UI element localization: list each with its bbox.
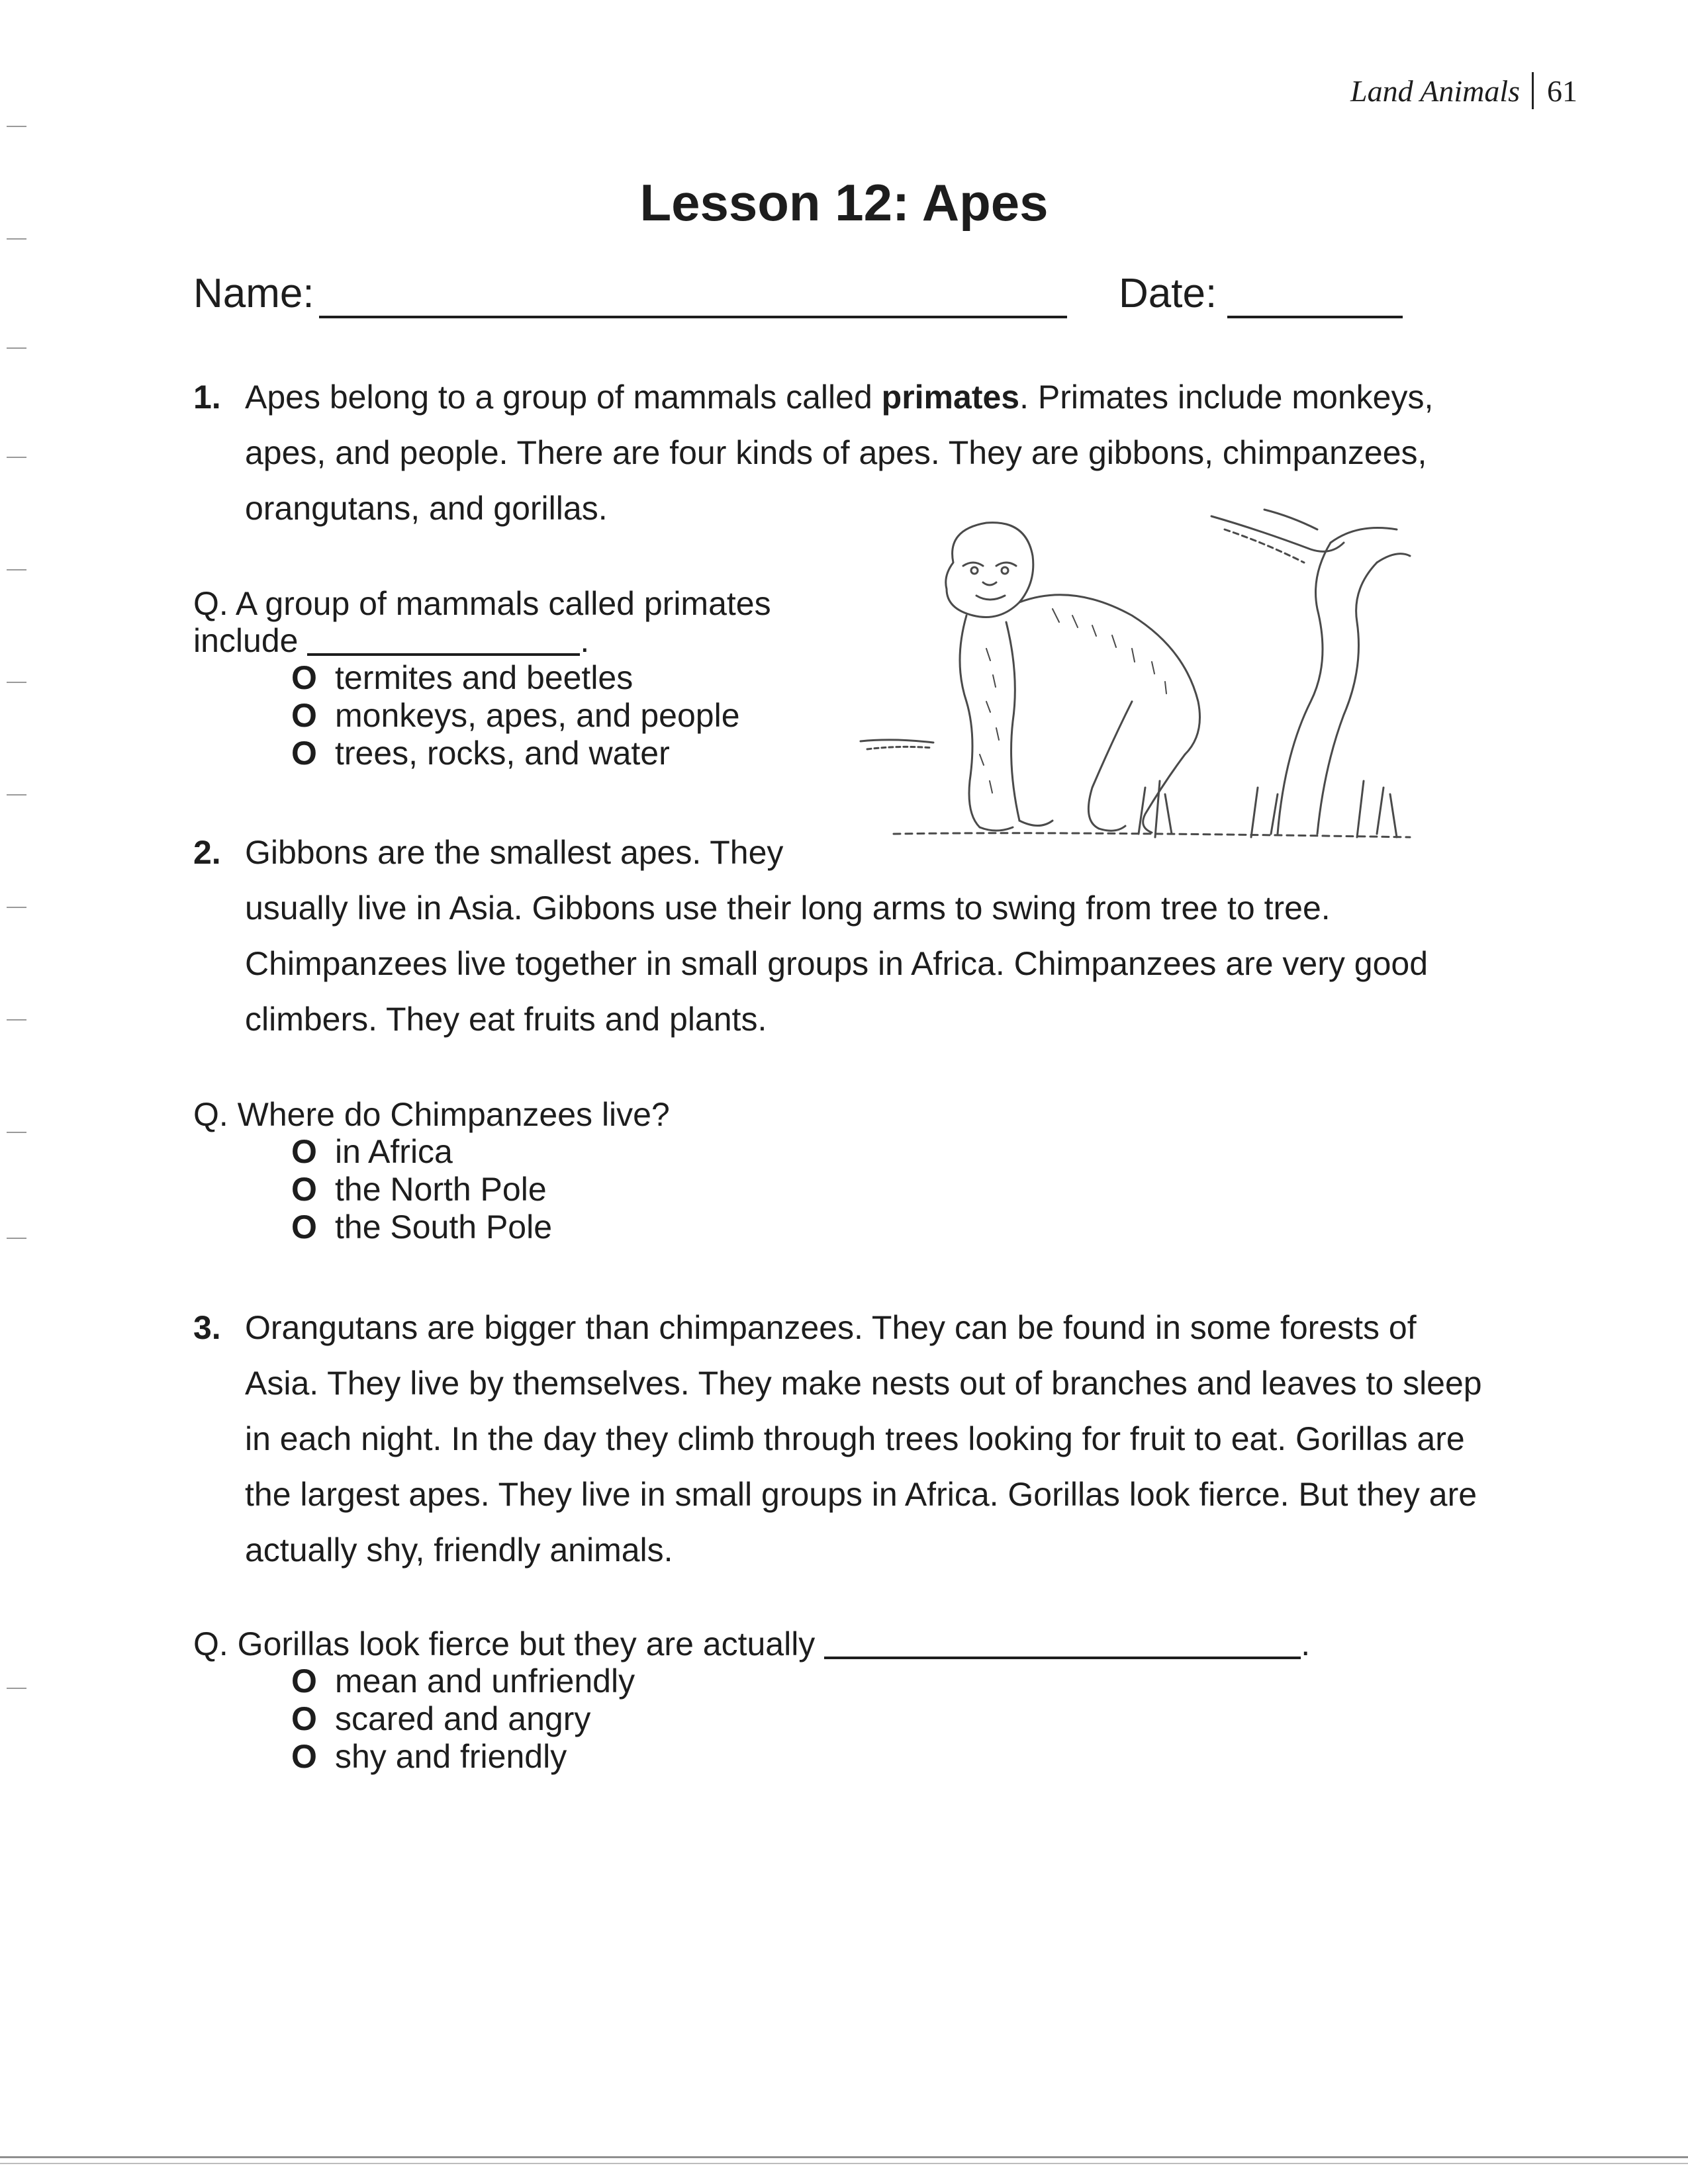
answer-bubble[interactable]: O xyxy=(291,735,317,772)
option-label: trees, rocks, and water xyxy=(335,735,670,772)
answer-blank[interactable] xyxy=(307,624,580,656)
date-label: Date: xyxy=(1119,271,1217,316)
answer-bubble[interactable]: O xyxy=(291,659,317,696)
page-bottom-rule xyxy=(0,2156,1688,2158)
answer-option[interactable] xyxy=(291,659,740,697)
lesson-title: Lesson 12: Apes xyxy=(639,173,1049,232)
passage-line: orangutans, and gorillas. xyxy=(245,490,608,527)
answer-bubble[interactable]: O xyxy=(291,697,317,734)
answer-option[interactable] xyxy=(291,1133,552,1171)
question-2 xyxy=(193,1096,670,1133)
passage-line: apes, and people. There are four kinds of apes. They are gibbons, chimpanzees, xyxy=(245,434,1427,471)
question-text: Q. A group of mammals called primates xyxy=(193,585,771,622)
running-head xyxy=(1350,71,1577,111)
section-name: Land Animals xyxy=(1350,74,1521,108)
passage-line: Apes belong to a group of mammals called primates. Primates include monkeys, xyxy=(245,379,1434,416)
answer-bubble[interactable]: O xyxy=(291,1133,317,1170)
question-text: Q. Gorillas look fierce but they are actually xyxy=(193,1625,816,1662)
answer-bubble[interactable]: O xyxy=(291,1662,317,1700)
option-label: the North Pole xyxy=(335,1171,547,1208)
passage-line: climbers. They eat fruits and plants. xyxy=(245,1001,767,1038)
question-1-options xyxy=(291,659,740,772)
answer-bubble[interactable]: O xyxy=(291,1208,317,1246)
passage-3 xyxy=(193,1300,1550,1578)
passage-line: Orangutans are bigger than chimpanzees. They can be found in some forests of xyxy=(245,1309,1417,1346)
date-field[interactable] xyxy=(1227,316,1403,318)
option-label: monkeys, apes, and people xyxy=(335,697,740,734)
passage-line: Chimpanzees live together in small groups in Africa. Chimpanzees are very good xyxy=(245,945,1429,982)
answer-option[interactable] xyxy=(291,1171,552,1208)
passage-line: the largest apes. They live in small groups in Africa. Gorillas look fierce. But they are xyxy=(245,1476,1477,1513)
page-number: 61 xyxy=(1547,74,1578,108)
option-label: scared and angry xyxy=(335,1700,591,1737)
ape-in-tree-sketch-icon xyxy=(854,503,1417,860)
passage-number: 2. xyxy=(193,834,221,871)
answer-option[interactable] xyxy=(291,1738,635,1776)
scan-edge-marks xyxy=(0,0,33,2184)
question-2-options xyxy=(291,1133,552,1246)
name-label: Name: xyxy=(193,271,314,316)
question-3-options xyxy=(291,1662,635,1776)
question-text: include xyxy=(193,622,299,659)
passage-line: actually shy, friendly animals. xyxy=(245,1531,673,1569)
answer-option[interactable] xyxy=(291,697,740,735)
passage-line: Gibbons are the smallest apes. They xyxy=(245,834,784,871)
option-label: termites and beetles xyxy=(335,659,633,696)
passage-number: 3. xyxy=(193,1309,221,1346)
answer-option[interactable] xyxy=(291,1700,635,1738)
answer-bubble[interactable]: O xyxy=(291,1171,317,1208)
option-label: mean and unfriendly xyxy=(335,1662,635,1700)
answer-bubble[interactable]: O xyxy=(291,1738,317,1775)
option-label: shy and friendly xyxy=(335,1738,567,1775)
option-label: the South Pole xyxy=(335,1208,553,1246)
answer-option[interactable] xyxy=(291,1662,635,1700)
passage-2 xyxy=(193,825,1550,1047)
answer-option[interactable] xyxy=(291,735,740,772)
question-1: Q. A group of mammals called primates include . xyxy=(193,585,771,659)
option-label: in Africa xyxy=(335,1133,453,1170)
passage-number: 1. xyxy=(193,379,221,416)
page-bottom-rule xyxy=(0,2163,1688,2164)
question-3: Q. Gorillas look fierce but they are actually . xyxy=(193,1625,1311,1662)
header-divider xyxy=(1532,72,1534,109)
passage-line: Asia. They live by themselves. They make nests out of branches and leaves to sleep xyxy=(245,1365,1482,1402)
name-field[interactable] xyxy=(319,316,1067,318)
key-term: primates xyxy=(881,379,1020,416)
answer-option[interactable] xyxy=(291,1208,552,1246)
answer-bubble[interactable]: O xyxy=(291,1700,317,1737)
passage-line: in each night. In the day they climb through trees looking for fruit to eat. Gorillas are xyxy=(245,1420,1465,1457)
passage-line: usually live in Asia. Gibbons use their long arms to swing from tree to tree. xyxy=(245,889,1331,927)
answer-blank[interactable] xyxy=(824,1627,1301,1659)
question-text: Q. Where do Chimpanzees live? xyxy=(193,1096,670,1133)
